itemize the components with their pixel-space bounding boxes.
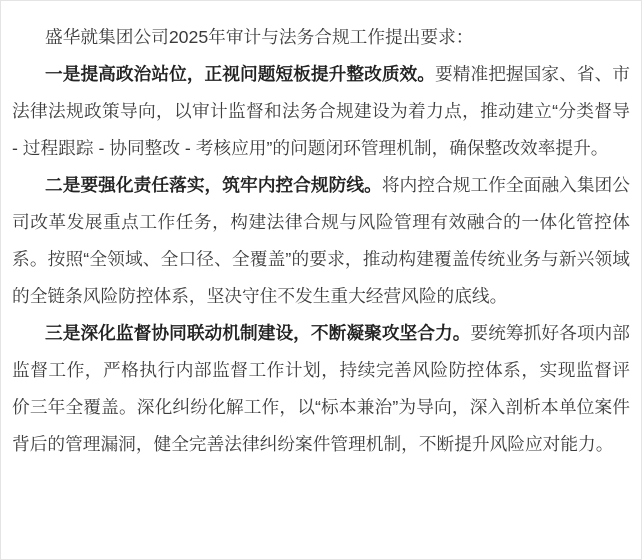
paragraph-point-one [12, 56, 630, 167]
paragraph-point-three-lead: 三是深化监督协同联动机制建设，不断凝聚攻坚合力。 [45, 323, 471, 343]
paragraph-point-one-lead: 一是提高政治站位，正视问题短板提升整改质效。 [45, 64, 436, 84]
paragraph-point-three-body: 要统筹抓好各项内部监督工作，严格执行内部监督工作计划，持续完善风险防控体系，实现监督评价三年全覆盖。深化纠纷化解工作，以“标本兼治”为导向，深入剖析本单位案件背后的管理漏洞，健全完善法律纠纷案件管理机制，不断提升风险应对能力。 [12, 323, 630, 454]
paragraph-point-two-body: 将内控合规工作全面融入集团公司改革发展重点工作任务，构建法律合规与风险管理有效融合的一体化管控体系。按照“全领域、全口径、全覆盖”的要求，推动构建覆盖传统业务与新兴领域的全链条风险防控体系，坚决守住不发生重大经营风险的底线。 [12, 175, 630, 306]
intro-line: 盛华就集团公司2025年审计与法务合规工作提出要求： [45, 27, 474, 47]
paragraph-point-two-lead: 二是要强化责任落实，筑牢内控合规防线。 [45, 175, 382, 195]
paragraph-point-one-body: 要精准把握国家、省、市法律法规政策导向，以审计监督和法务合规建设为着力点，推动建立“分类督导 - 过程跟踪 - 协同整改 - 考核应用”的问题闭环管理机制，确保整改效率提升。 [12, 64, 630, 158]
paragraph-point-two [12, 167, 630, 315]
paragraph-point-three [12, 315, 630, 463]
